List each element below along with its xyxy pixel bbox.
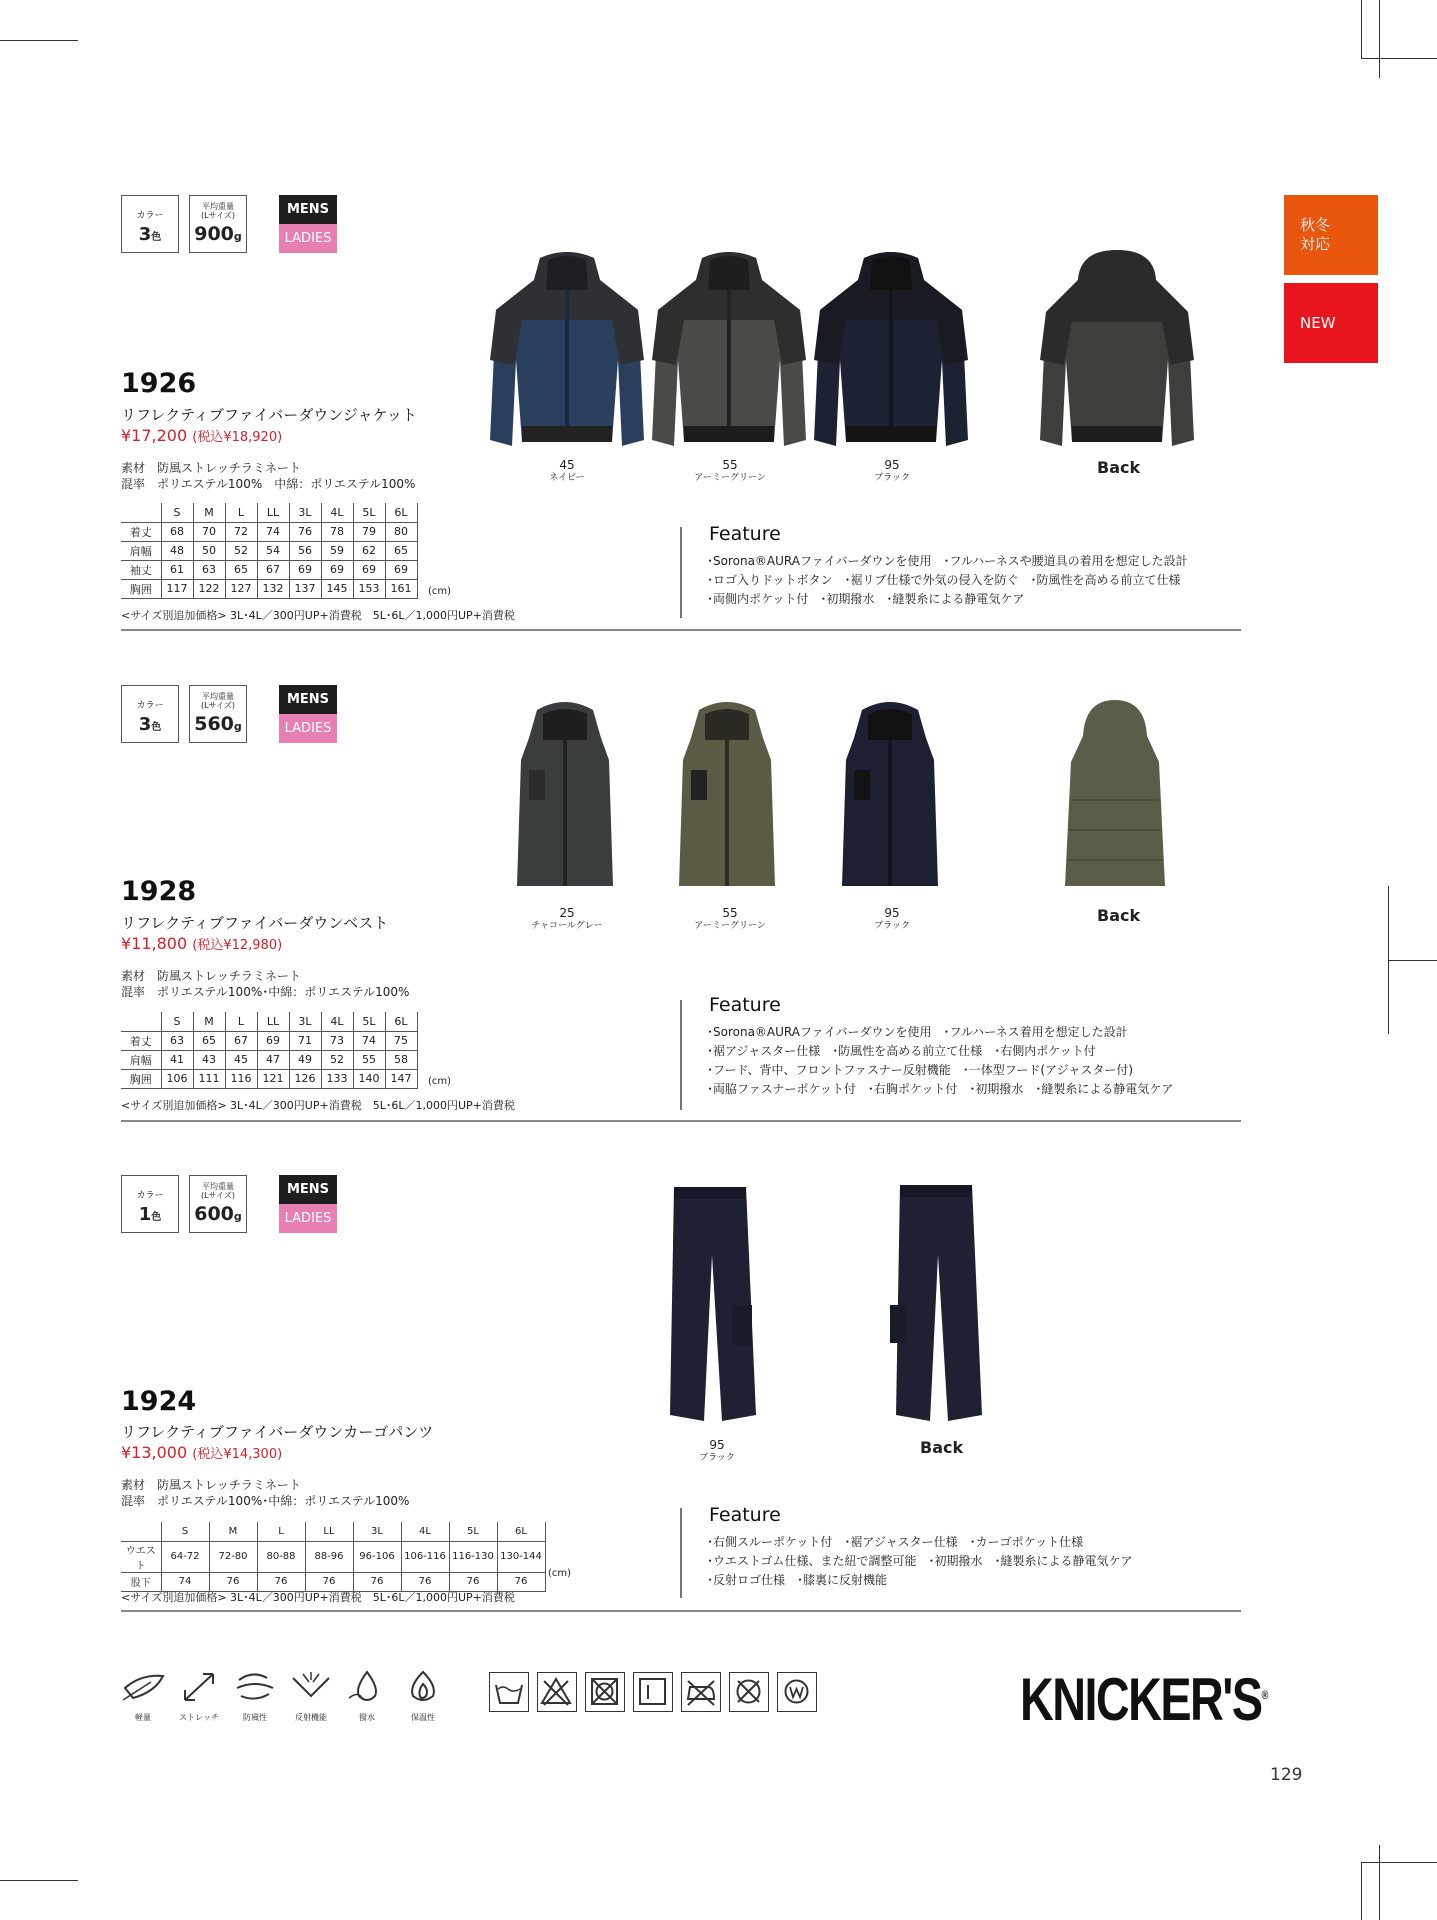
- color-unit: 色: [151, 1212, 162, 1223]
- color-label: カラー: [136, 701, 164, 711]
- water-drop-icon: [345, 1670, 389, 1704]
- color-count: 3: [138, 714, 152, 735]
- crop-mark: [1361, 58, 1437, 59]
- mens-badge: MENS: [279, 195, 337, 224]
- weight-unit: g: [233, 1210, 242, 1223]
- variant-caption: 95 ブラック: [874, 906, 910, 931]
- table-row: 袖丈 61 63 65 67 69 69 69 69: [121, 560, 417, 579]
- variant-caption: 25 チャコールグレー: [531, 906, 603, 931]
- product-name: リフレクティブファイバーダウンベスト: [121, 914, 389, 932]
- size-table: [121, 1522, 546, 1592]
- color-label: カラー: [136, 211, 164, 221]
- no-dry-clean-icon: [729, 1672, 769, 1712]
- mens-badge: MENS: [279, 1175, 337, 1204]
- line-dry-icon: [633, 1672, 673, 1712]
- weight-label: 平均重量 (Lサイズ): [200, 692, 236, 710]
- table-row: 股下 74 76 76 76 76 76 76 76: [121, 1572, 545, 1591]
- size-header-row: S M L LL 3L 4L 5L 6L: [121, 503, 417, 522]
- size-header-row: S M L LL 3L 4L 5L 6L: [121, 1012, 417, 1031]
- back-label: Back: [1097, 906, 1141, 925]
- section-divider: [121, 1610, 1241, 1612]
- product-price: ¥17,200 (税込¥18,920): [121, 426, 283, 445]
- blend: ポリエステル100%･中綿：ポリエステル100%: [157, 1494, 410, 1508]
- season-tab: [1284, 195, 1378, 275]
- product-code: 1924: [121, 1386, 197, 1417]
- back-label: Back: [1097, 458, 1141, 477]
- function-stretch: ストレッチ: [172, 1670, 226, 1723]
- size-table: [121, 1012, 418, 1089]
- ladies-badge: LADIES: [279, 224, 337, 253]
- weight-value: 900: [194, 223, 234, 245]
- feature-list: ･右側スルーポケット付 ･裾アジャスター仕様 ･カーゴポケット仕様 ･ウエストゴム仕様、また紐で調整可能 ･初期撥水 ･縫製糸による静電気ケア ･反射ロゴ仕様 ･膝裏に反射機能: [707, 1535, 1133, 1587]
- crop-mark: [1379, 0, 1380, 78]
- additional-price: <サイズ別追加価格> 3L･4L／300円UP+消費税 5L･6L／1,000円UP+消費税: [121, 1099, 515, 1112]
- price-tax: ¥18,920: [223, 430, 278, 445]
- new-label: NEW: [1300, 313, 1336, 332]
- unit-cm: (cm): [548, 1568, 572, 1579]
- table-row: 着丈 63 65 67 69 71 73 74 75: [121, 1031, 417, 1050]
- material: 防風ストレッチラミネート: [157, 1478, 301, 1492]
- function-reflective: 反射機能: [284, 1670, 338, 1723]
- weight-box: [189, 685, 247, 743]
- color-count: 1: [138, 1204, 152, 1225]
- ladies-badge: LADIES: [279, 714, 337, 743]
- color-count-box: [121, 685, 179, 743]
- page-number: 129: [1270, 1765, 1303, 1785]
- wash-tub-icon: [489, 1672, 529, 1712]
- jacket-black-image: [812, 250, 970, 450]
- jacket-navy-image: [488, 250, 646, 450]
- weight-box: [189, 195, 247, 253]
- crop-mark: [1361, 1862, 1362, 1920]
- color-label: カラー: [136, 1191, 164, 1201]
- table-row: 着丈 68 70 72 74 76 78 79 80: [121, 522, 417, 541]
- variant-caption: 45 ネイビー: [549, 458, 585, 483]
- wind-icon: [233, 1670, 277, 1704]
- feature-divider: [680, 527, 682, 618]
- gender-badge: [279, 195, 337, 253]
- additional-price: <サイズ別追加価格> 3L･4L／300円UP+消費税 5L･6L／1,000円UP+消費税: [121, 1591, 515, 1604]
- additional-price: <サイズ別追加価格> 3L･4L／300円UP+消費税 5L･6L／1,000円UP+消費税: [121, 609, 515, 622]
- unit-cm: (cm): [428, 586, 452, 597]
- function-windproof: 防風性: [228, 1670, 282, 1723]
- product-price: ¥13,000 (税込¥14,300): [121, 1443, 283, 1462]
- reflective-icon: [289, 1670, 333, 1704]
- gender-badge: [279, 685, 337, 743]
- size-header-row: S M L LL 3L 4L 5L 6L: [121, 1522, 545, 1541]
- weight-value: 600: [194, 1203, 234, 1225]
- stretch-arrows-icon: [177, 1670, 221, 1704]
- gender-badge: [279, 1175, 337, 1233]
- color-unit: 色: [151, 232, 162, 243]
- jacket-army-green-image: [650, 250, 808, 450]
- function-heat-retention: 保温性: [396, 1670, 450, 1723]
- function-lightweight: 軽量: [116, 1670, 170, 1723]
- feather-icon: [121, 1670, 165, 1704]
- crop-mark: [1361, 0, 1362, 58]
- section-divider: [121, 1120, 1241, 1122]
- feature-list: ･Sorona®AURAファイバーダウンを使用 ･フルハーネス着用を想定した設計 ･裾アジャスター仕様 ･防風性を高める前立て仕様 ･右側内ポケット付 ･フード、背中、フロントファスナー反射機能 ･一体型フード(アジャスター付) ･両脇ファスナーポケット付 ･右胸ポケット付 ･初期撥水 ･縫製糸による静電気ケア: [707, 1025, 1174, 1096]
- feature-divider: [680, 1508, 682, 1598]
- weight-box: [189, 1175, 247, 1233]
- crop-mark: [1388, 960, 1437, 961]
- table-row: 肩幅 48 50 52 54 56 59 62 65: [121, 541, 417, 560]
- weight-unit: g: [233, 720, 242, 733]
- jacket-back-image: [1038, 250, 1196, 450]
- table-row: 肩幅 41 43 45 47 49 52 55 58: [121, 1050, 417, 1069]
- no-bleach-icon: [537, 1672, 577, 1712]
- color-unit: 色: [151, 722, 162, 733]
- crop-mark: [0, 40, 78, 41]
- feature-divider: [680, 1000, 682, 1110]
- vest-black-image: [840, 700, 940, 890]
- weight-unit: g: [233, 230, 242, 243]
- feature-title: Feature: [709, 994, 781, 1016]
- vest-army-green-image: [677, 700, 777, 890]
- wet-clean-icon: [777, 1672, 817, 1712]
- color-count: 3: [138, 224, 152, 245]
- product-price: ¥11,800 (税込¥12,980): [121, 934, 283, 953]
- blend: ポリエステル100%･中綿：ポリエステル100%: [157, 985, 410, 999]
- unit-cm: (cm): [428, 1076, 452, 1087]
- season-label: 秋冬 対応: [1300, 216, 1331, 253]
- function-water-repellent: 撥水: [340, 1670, 394, 1723]
- section-divider: [121, 629, 1241, 631]
- product-name: リフレクティブファイバーダウンジャケット: [121, 406, 417, 424]
- material-info: 素材 防風ストレッチラミネート 混率 ポリエステル100%･中綿：ポリエステル100%: [121, 969, 410, 999]
- material-info: 素材 防風ストレッチラミネート 混率 ポリエステル100%･中綿：ポリエステル100%: [121, 1478, 410, 1508]
- table-row: ウエスト 64-72 72-80 80-88 88-96 96-106 106-116 116-130 130-144: [121, 1541, 545, 1572]
- price: ¥11,800: [121, 934, 188, 953]
- product-code: 1926: [121, 368, 197, 399]
- pants-black-image: [660, 1185, 760, 1425]
- color-count-box: [121, 195, 179, 253]
- crop-mark: [1379, 1845, 1380, 1920]
- material: 防風ストレッチラミネート: [157, 461, 301, 475]
- brand-logo: KNICKER'S®: [1020, 1666, 1267, 1733]
- flame-icon: [401, 1670, 445, 1704]
- variant-caption: 95 ブラック: [874, 458, 910, 483]
- vest-back-image: [1063, 700, 1167, 890]
- feature-title: Feature: [709, 1504, 781, 1526]
- variant-caption: 55 アーミーグリーン: [694, 458, 766, 483]
- ladies-badge: LADIES: [279, 1204, 337, 1233]
- table-row: 胸囲 117 122 127 132 137 145 153 161: [121, 579, 417, 598]
- variant-caption: 95 ブラック: [699, 1438, 735, 1463]
- material-info: 素材 防風ストレッチラミネート 混率 ポリエステル100% 中綿：ポリエステル100%: [121, 461, 416, 491]
- weight-label: 平均重量 (Lサイズ): [200, 202, 236, 220]
- crop-mark: [1361, 1862, 1437, 1863]
- pants-back-image: [886, 1185, 986, 1425]
- product-code: 1928: [121, 876, 197, 907]
- price-tax: ¥12,980: [223, 938, 278, 953]
- back-label: Back: [920, 1438, 964, 1457]
- crop-mark: [0, 1880, 78, 1881]
- no-tumble-dry-icon: [585, 1672, 625, 1712]
- price-tax: ¥14,300: [223, 1447, 278, 1462]
- feature-list: ･Sorona®AURAファイバーダウンを使用 ･フルハーネスや腰道具の着用を想定した設計 ･ロゴ入りドットボタン ･裾リブ仕様で外気の侵入を防ぐ ･防風性を高める前立て仕様 ･両側内ポケット付 ･初期撥水 ･縫製糸による静電気ケア: [707, 554, 1188, 606]
- feature-title: Feature: [709, 523, 781, 545]
- vest-charcoal-image: [515, 700, 615, 890]
- weight-value: 560: [194, 713, 234, 735]
- material: 防風ストレッチラミネート: [157, 969, 301, 983]
- blend: ポリエステル100% 中綿：ポリエステル100%: [157, 477, 416, 491]
- no-iron-icon: [681, 1672, 721, 1712]
- price: ¥17,200: [121, 426, 188, 445]
- color-count-box: [121, 1175, 179, 1233]
- product-name: リフレクティブファイバーダウンカーゴパンツ: [121, 1423, 434, 1441]
- weight-label: 平均重量 (Lサイズ): [200, 1182, 236, 1200]
- price: ¥13,000: [121, 1443, 188, 1462]
- mens-badge: MENS: [279, 685, 337, 714]
- new-tab: [1284, 283, 1378, 363]
- variant-caption: 55 アーミーグリーン: [694, 906, 766, 931]
- table-row: 胸囲 106 111 116 121 126 133 140 147: [121, 1069, 417, 1088]
- size-table: [121, 503, 418, 599]
